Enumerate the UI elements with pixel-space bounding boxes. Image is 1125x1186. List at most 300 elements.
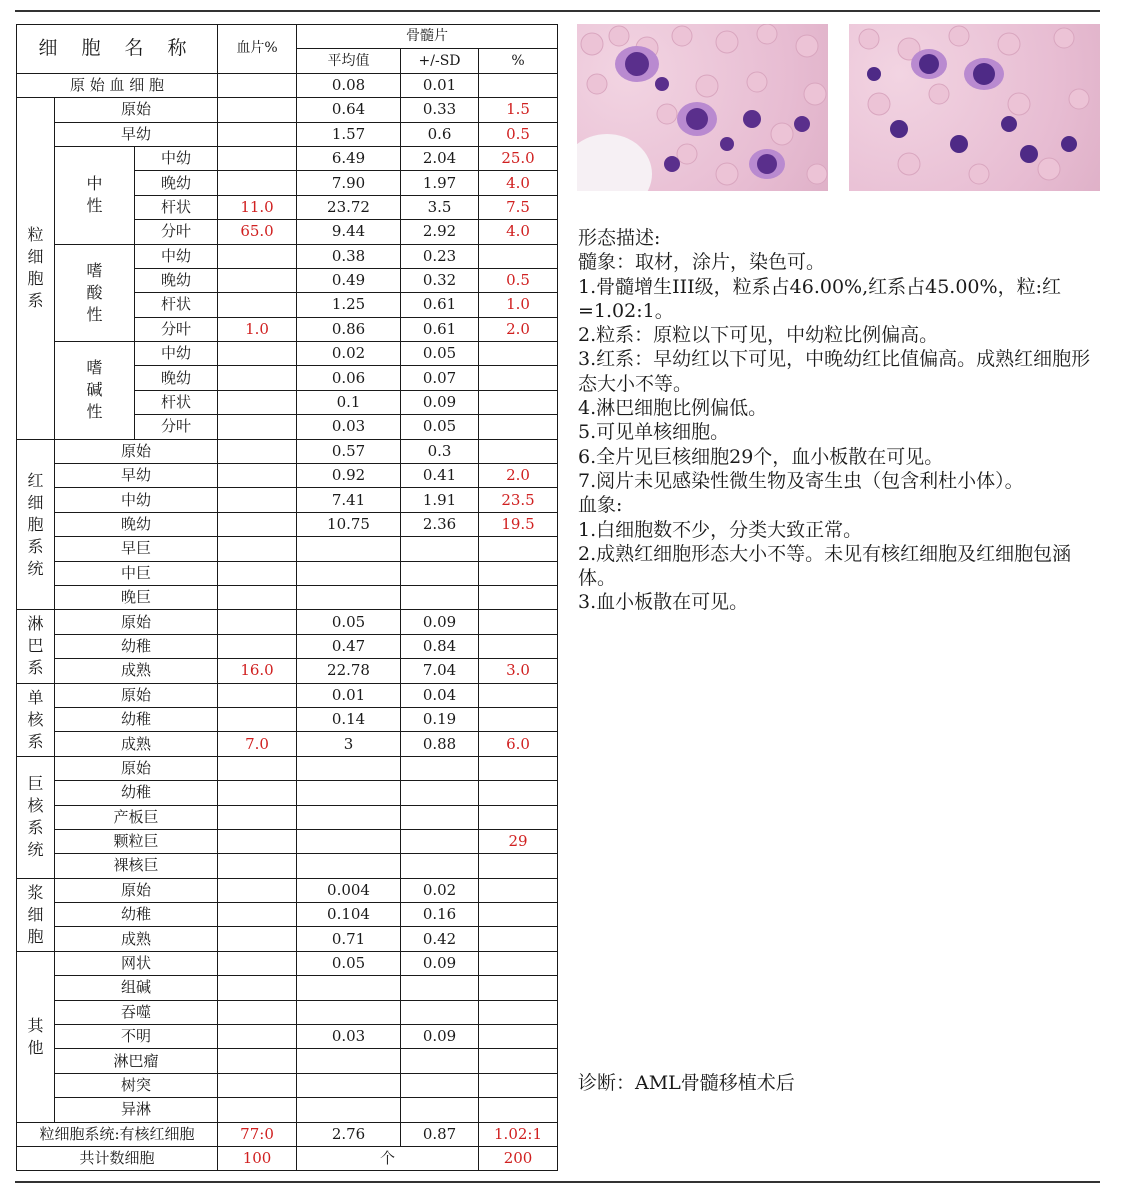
cell-blood — [218, 829, 297, 853]
cell-sd — [401, 781, 479, 805]
marrow-item: 2.粒系：原粒以下可见，中幼粒比例偏高。 — [578, 324, 939, 347]
category-char: 胞 — [27, 514, 44, 534]
row-name: 吞噬 — [55, 1000, 218, 1024]
table-row — [17, 781, 558, 805]
marrow-item: 6.全片见巨核细胞29个，血小板散在可见。 — [578, 445, 944, 468]
total-unit: 个 — [297, 1146, 479, 1170]
cell-pct: 7.5 — [479, 195, 558, 219]
table-row — [17, 805, 558, 829]
category-char: 细 — [27, 247, 44, 267]
cell-sd: 0.84 — [401, 634, 479, 658]
blood-item: 3.血小板散在可见。 — [578, 591, 749, 614]
blood-heading: 血象: — [578, 494, 623, 517]
row-name: 组碱 — [55, 976, 218, 1000]
cell-blood — [218, 781, 297, 805]
cell-pct — [479, 805, 558, 829]
cell-pct — [479, 585, 558, 609]
cell-sd: 0.07 — [401, 366, 479, 390]
ratio-sd: 0.87 — [401, 1122, 479, 1146]
cell-pct — [479, 610, 558, 634]
table-row — [17, 707, 558, 731]
ratio-blood: 77:0 — [218, 1122, 297, 1146]
cell-sd: 2.04 — [401, 146, 479, 170]
cell-mean: 0.49 — [297, 268, 401, 292]
total-pct: 200 — [479, 1146, 558, 1170]
cell-sd: 0.19 — [401, 707, 479, 731]
row-name: 分叶 — [135, 220, 218, 244]
row-name: 成熟 — [55, 927, 218, 951]
category-basophil — [55, 342, 135, 440]
cell-blood — [218, 244, 297, 268]
cell-sd: 1.97 — [401, 171, 479, 195]
category-char: 细 — [27, 492, 44, 512]
cell-mean: 0.71 — [297, 927, 401, 951]
table-row — [17, 659, 558, 683]
marrow-micrograph-2 — [849, 24, 1100, 191]
cell-pct: 4.0 — [479, 220, 558, 244]
table-row — [17, 537, 558, 561]
row-name: 幼稚 — [55, 634, 218, 658]
cell-pct: 23.5 — [479, 488, 558, 512]
marrow-item: 7.阅片未见感染性微生物及寄生虫（包含利杜小体）。 — [578, 469, 1024, 492]
cell-mean: 7.90 — [297, 171, 401, 195]
cell-blood — [218, 1073, 297, 1097]
row-name: 原始 — [55, 439, 218, 463]
cell-mean: 7.41 — [297, 488, 401, 512]
table-row — [17, 146, 558, 170]
cell-blood: 16.0 — [218, 659, 297, 683]
table-row — [17, 488, 558, 512]
cell-sd: 0.42 — [401, 927, 479, 951]
cell-mean — [297, 976, 401, 1000]
cell-mean — [297, 1073, 401, 1097]
category-char: 红 — [27, 470, 44, 490]
table-row — [17, 1025, 558, 1049]
table-row — [17, 683, 558, 707]
table-row — [17, 439, 558, 463]
category-char: 酸 — [86, 282, 103, 302]
category-char: 巴 — [27, 636, 44, 656]
cell-blood — [218, 537, 297, 561]
cell-mean: 0.92 — [297, 464, 401, 488]
cell-mean — [297, 781, 401, 805]
cell-sd: 0.88 — [401, 732, 479, 756]
category-char: 统 — [27, 840, 44, 860]
cell-mean: 0.03 — [297, 1025, 401, 1049]
ratio-row — [17, 1122, 558, 1146]
row-name: 杆状 — [135, 390, 218, 414]
category-granulocyte — [17, 98, 55, 439]
category-char: 单 — [27, 687, 44, 707]
category-char: 性 — [86, 196, 103, 216]
cell-sd — [401, 976, 479, 1000]
cell-pct — [479, 1098, 558, 1122]
cell-sd — [401, 585, 479, 609]
row-name: 异淋 — [55, 1098, 218, 1122]
micrograph-1-art — [577, 24, 828, 191]
cell-sd — [401, 805, 479, 829]
cell-pct — [479, 390, 558, 414]
cell-pct — [479, 781, 558, 805]
cell-pct: 0.5 — [479, 268, 558, 292]
cell-mean — [297, 585, 401, 609]
cell-pct: 3.0 — [479, 659, 558, 683]
cell-pct: 6.0 — [479, 732, 558, 756]
cell-pct — [479, 415, 558, 439]
cell-pct: 2.0 — [479, 464, 558, 488]
category-neutrophil — [55, 146, 135, 244]
table-row — [17, 1098, 558, 1122]
cell-mean — [297, 805, 401, 829]
marrow-item: 4.淋巴细胞比例偏低。 — [578, 397, 768, 420]
category-eosinophil — [55, 244, 135, 342]
cell-pct — [479, 756, 558, 780]
cell-mean — [297, 756, 401, 780]
category-char: 核 — [27, 796, 44, 816]
row-name: 分叶 — [135, 317, 218, 341]
category-char: 巨 — [27, 774, 44, 794]
cell-sd: 0.05 — [401, 342, 479, 366]
cell-blood — [218, 415, 297, 439]
cell-sd: 7.04 — [401, 659, 479, 683]
cell-pct: 25.0 — [479, 146, 558, 170]
morphology-description — [578, 226, 1100, 615]
row-name: 树突 — [55, 1073, 218, 1097]
cell-sd — [401, 537, 479, 561]
blood-item: 2.成熟红细胞形态大小不等。未见有核红细胞及红细胞包涵体。 — [578, 542, 1072, 590]
cell-mean: 0.02 — [297, 342, 401, 366]
cell-pct: 1.0 — [479, 293, 558, 317]
cell-blood — [218, 756, 297, 780]
table-row — [17, 1049, 558, 1073]
marrow-item: 5.可见单核细胞。 — [578, 421, 730, 444]
row-name: 中巨 — [55, 561, 218, 585]
category-char: 系 — [27, 658, 44, 678]
cell-count-table — [16, 24, 558, 1171]
cell-blood — [218, 73, 297, 97]
category-char: 嗜 — [86, 358, 103, 378]
row-name: 原 始 血 细 胞 — [17, 73, 218, 97]
cell-blood — [218, 903, 297, 927]
marrow-micrograph-1 — [577, 24, 828, 191]
marrow-heading: 髓象：取材，涂片，染色可。 — [578, 251, 826, 274]
category-char: 性 — [86, 304, 103, 324]
cell-blood — [218, 707, 297, 731]
cell-sd — [401, 829, 479, 853]
cell-blood — [218, 439, 297, 463]
cell-sd: 1.91 — [401, 488, 479, 512]
cell-pct — [479, 439, 558, 463]
cell-blood — [218, 268, 297, 292]
marrow-item: 3.红系：早幼红以下可见，中晚幼红比值偏高。成熟红细胞形态大小不等。 — [578, 348, 1091, 395]
cell-mean — [297, 537, 401, 561]
row-name: 颗粒巨 — [55, 829, 218, 853]
header-pct: % — [479, 49, 558, 73]
cell-sd — [401, 854, 479, 878]
header-sd: +/-SD — [401, 49, 479, 73]
category-char: 中 — [86, 174, 103, 194]
ratio-label: 粒细胞系统:有核红细胞 — [17, 1122, 218, 1146]
cell-sd: 2.92 — [401, 220, 479, 244]
table-row — [17, 732, 558, 756]
row-name: 成熟 — [55, 732, 218, 756]
category-mono — [17, 683, 55, 756]
cell-mean: 9.44 — [297, 220, 401, 244]
cell-pct — [479, 342, 558, 366]
table-row — [17, 342, 558, 366]
row-name: 原始 — [55, 610, 218, 634]
cell-blood — [218, 171, 297, 195]
table-row — [17, 610, 558, 634]
row-name: 晚巨 — [55, 585, 218, 609]
table-row — [17, 903, 558, 927]
category-char: 系 — [27, 536, 44, 556]
cell-mean — [297, 561, 401, 585]
cell-mean: 0.47 — [297, 634, 401, 658]
cell-blood — [218, 951, 297, 975]
row-name: 幼稚 — [55, 781, 218, 805]
table-row — [17, 756, 558, 780]
cell-mean: 23.72 — [297, 195, 401, 219]
cell-blood — [218, 561, 297, 585]
table-row — [17, 98, 558, 122]
header-cell-name: 细 胞 名 称 — [17, 25, 218, 74]
cell-blood — [218, 146, 297, 170]
row-name: 晚幼 — [135, 171, 218, 195]
row-name: 成熟 — [55, 659, 218, 683]
cell-sd: 0.3 — [401, 439, 479, 463]
table-row — [17, 512, 558, 536]
category-char: 碱 — [86, 380, 103, 400]
table-row — [17, 464, 558, 488]
table-row — [17, 976, 558, 1000]
micrograph-2-art — [849, 24, 1100, 191]
cell-mean — [297, 1000, 401, 1024]
ratio-pct: 1.02:1 — [479, 1122, 558, 1146]
row-name: 晚幼 — [135, 268, 218, 292]
cell-pct: 1.5 — [479, 98, 558, 122]
category-char: 浆 — [27, 882, 44, 902]
row-name: 晚幼 — [55, 512, 218, 536]
cell-pct — [479, 878, 558, 902]
cell-blood: 7.0 — [218, 732, 297, 756]
category-char: 粒 — [27, 225, 44, 245]
cell-sd: 0.02 — [401, 878, 479, 902]
cell-sd: 0.32 — [401, 268, 479, 292]
cell-blood — [218, 98, 297, 122]
category-lymph — [17, 610, 55, 683]
row-name: 晚幼 — [135, 366, 218, 390]
cell-mean: 0.05 — [297, 951, 401, 975]
row-name: 原始 — [55, 878, 218, 902]
total-blood: 100 — [218, 1146, 297, 1170]
cell-blood — [218, 634, 297, 658]
cell-pct — [479, 854, 558, 878]
cell-pct — [479, 1025, 558, 1049]
category-char: 统 — [27, 558, 44, 578]
row-name: 淋巴瘤 — [55, 1049, 218, 1073]
cell-pct — [479, 927, 558, 951]
row-name: 分叶 — [135, 415, 218, 439]
category-char: 性 — [86, 402, 103, 422]
cell-blood — [218, 610, 297, 634]
cell-blood — [218, 585, 297, 609]
cell-sd: 0.05 — [401, 415, 479, 439]
cell-mean: 0.08 — [297, 73, 401, 97]
row-name: 幼稚 — [55, 707, 218, 731]
row-name: 早巨 — [55, 537, 218, 561]
category-char: 核 — [27, 709, 44, 729]
cell-mean: 0.06 — [297, 366, 401, 390]
cell-pct — [479, 1000, 558, 1024]
row-name: 杆状 — [135, 195, 218, 219]
cell-pct — [479, 366, 558, 390]
cell-mean: 0.104 — [297, 903, 401, 927]
row-name: 中幼 — [55, 488, 218, 512]
header-row — [17, 25, 558, 49]
table-row — [17, 122, 558, 146]
cell-mean: 3 — [297, 732, 401, 756]
cell-mean: 0.64 — [297, 98, 401, 122]
cell-mean — [297, 854, 401, 878]
cell-sd — [401, 1073, 479, 1097]
row-name: 裸核巨 — [55, 854, 218, 878]
category-char: 胞 — [27, 926, 44, 946]
table-row — [17, 244, 558, 268]
cell-blood — [218, 1098, 297, 1122]
cell-pct — [479, 561, 558, 585]
cell-blood — [218, 683, 297, 707]
cell-blood: 11.0 — [218, 195, 297, 219]
cell-blood — [218, 293, 297, 317]
row-name: 原始 — [55, 683, 218, 707]
cell-blood — [218, 464, 297, 488]
cell-blood — [218, 366, 297, 390]
table-row — [17, 927, 558, 951]
cell-mean: 1.57 — [297, 122, 401, 146]
cell-mean: 0.14 — [297, 707, 401, 731]
cell-pct — [479, 903, 558, 927]
cell-sd: 0.01 — [401, 73, 479, 97]
cell-mean: 10.75 — [297, 512, 401, 536]
cell-blood: 65.0 — [218, 220, 297, 244]
cell-mean: 0.1 — [297, 390, 401, 414]
cell-sd: 2.36 — [401, 512, 479, 536]
cell-sd: 3.5 — [401, 195, 479, 219]
row-name: 早幼 — [55, 122, 218, 146]
cell-pct — [479, 683, 558, 707]
row-name: 不明 — [55, 1025, 218, 1049]
cell-blood — [218, 805, 297, 829]
cell-sd: 0.04 — [401, 683, 479, 707]
cell-blood — [218, 1000, 297, 1024]
row-name: 中幼 — [135, 146, 218, 170]
cell-sd: 0.09 — [401, 1025, 479, 1049]
diagnosis: 诊断：AML骨髓移植术后 — [578, 1072, 795, 1094]
cell-sd: 0.33 — [401, 98, 479, 122]
cell-sd: 0.09 — [401, 390, 479, 414]
marrow-item: 1.骨髓增生III级，粒系占46.00%,红系占45.00%，粒:红=1.02:1。 — [578, 275, 1061, 322]
cell-blood: 1.0 — [218, 317, 297, 341]
category-other — [17, 951, 55, 1122]
row-name: 中幼 — [135, 244, 218, 268]
category-char: 细 — [27, 904, 44, 924]
cell-pct: 19.5 — [479, 512, 558, 536]
bottom-rule — [15, 1181, 1100, 1183]
cell-blood — [218, 390, 297, 414]
description-title: 形态描述: — [578, 227, 661, 249]
cell-mean: 1.25 — [297, 293, 401, 317]
cell-sd — [401, 1000, 479, 1024]
category-plasma — [17, 878, 55, 951]
cell-sd — [401, 561, 479, 585]
cell-blood — [218, 1025, 297, 1049]
cell-pct — [479, 244, 558, 268]
cell-blood — [218, 927, 297, 951]
cell-mean: 0.57 — [297, 439, 401, 463]
cell-pct — [479, 634, 558, 658]
cell-mean: 0.38 — [297, 244, 401, 268]
row-name: 原始 — [55, 98, 218, 122]
cell-sd: 0.61 — [401, 293, 479, 317]
category-char: 系 — [27, 731, 44, 751]
cell-sd: 0.09 — [401, 610, 479, 634]
table-row — [17, 829, 558, 853]
cell-mean: 0.004 — [297, 878, 401, 902]
header-marrow: 骨髓片 — [297, 25, 558, 49]
cell-pct — [479, 1073, 558, 1097]
table-row — [17, 561, 558, 585]
cell-blood — [218, 122, 297, 146]
total-label: 共计数细胞 — [17, 1146, 218, 1170]
cell-mean: 0.03 — [297, 415, 401, 439]
cell-pct — [479, 73, 558, 97]
cell-mean: 6.49 — [297, 146, 401, 170]
header-blood-pct: 血片% — [218, 25, 297, 74]
category-erythroid — [17, 439, 55, 610]
cell-sd: 0.23 — [401, 244, 479, 268]
top-rule — [15, 10, 1100, 12]
cell-mean: 0.01 — [297, 683, 401, 707]
cell-sd: 0.41 — [401, 464, 479, 488]
cell-sd: 0.61 — [401, 317, 479, 341]
table-row — [17, 878, 558, 902]
cell-pct — [479, 707, 558, 731]
cell-mean: 22.78 — [297, 659, 401, 683]
category-char: 系 — [27, 291, 44, 311]
row-name: 网状 — [55, 951, 218, 975]
category-char: 淋 — [27, 614, 44, 634]
row-name: 杆状 — [135, 293, 218, 317]
row-name: 中幼 — [135, 342, 218, 366]
table-row — [17, 634, 558, 658]
cell-sd: 0.16 — [401, 903, 479, 927]
category-char: 其 — [27, 1015, 44, 1035]
cell-blood — [218, 488, 297, 512]
row-name: 幼稚 — [55, 903, 218, 927]
cell-blood — [218, 342, 297, 366]
cell-blood — [218, 512, 297, 536]
table-row — [17, 73, 558, 97]
cell-mean — [297, 1098, 401, 1122]
cell-pct: 0.5 — [479, 122, 558, 146]
ratio-mean: 2.76 — [297, 1122, 401, 1146]
category-char: 嗜 — [86, 260, 103, 280]
table-row — [17, 1000, 558, 1024]
row-name: 早幼 — [55, 464, 218, 488]
cell-pct — [479, 951, 558, 975]
category-char: 他 — [27, 1037, 44, 1057]
